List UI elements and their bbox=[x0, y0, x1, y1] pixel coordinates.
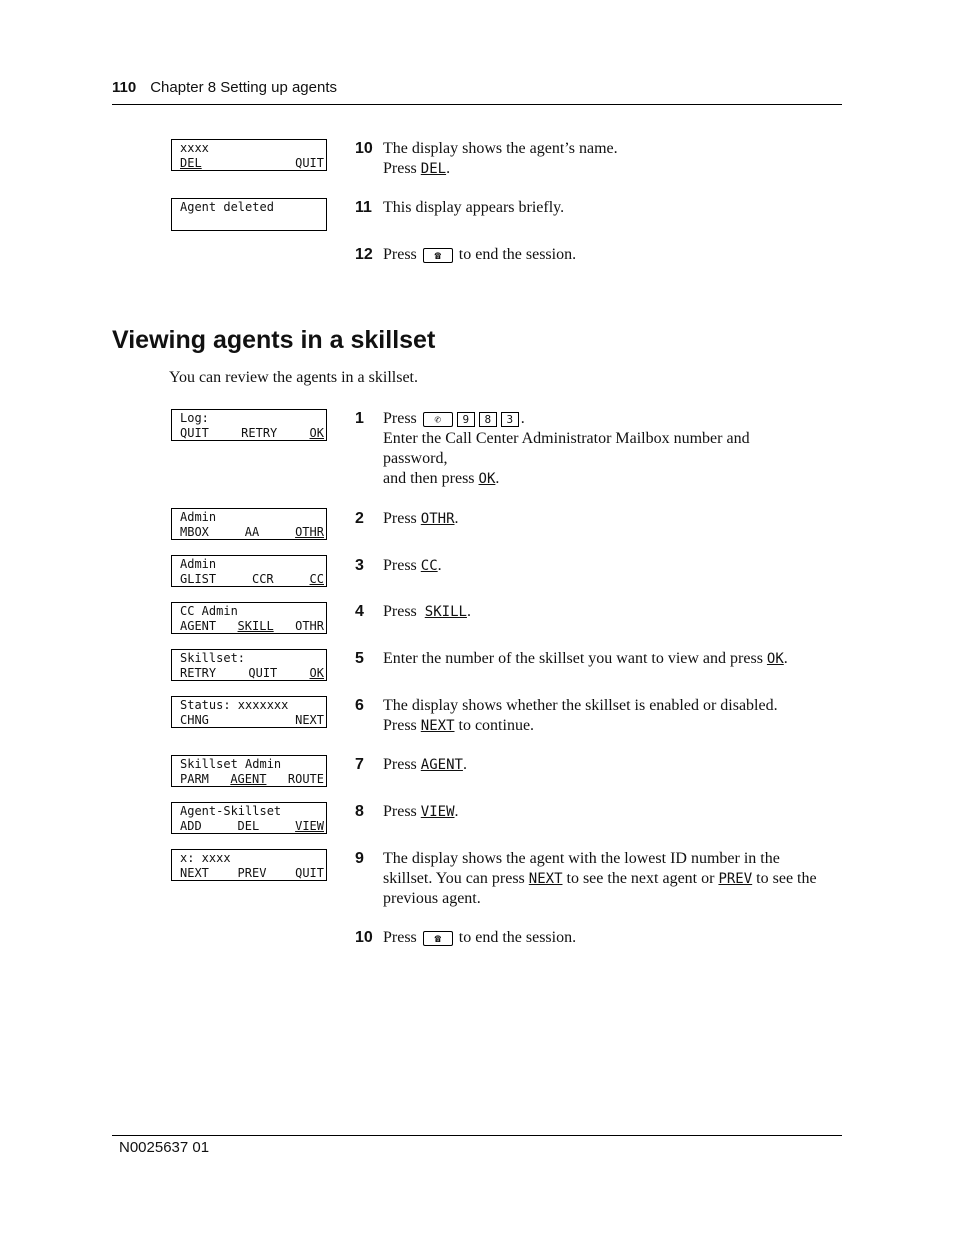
step-text: The display shows the agent’s name. bbox=[383, 140, 618, 157]
lcd-line: Skillset: bbox=[180, 651, 246, 665]
lcd-display-log bbox=[171, 409, 327, 441]
step-number: 3 bbox=[355, 557, 364, 574]
lcd-display-agent-name bbox=[171, 139, 327, 171]
step-3 bbox=[355, 556, 842, 576]
lcd-softkey-del: DEL bbox=[180, 156, 202, 170]
step-6 bbox=[355, 696, 842, 736]
lcd-line: Log: bbox=[180, 411, 209, 425]
step-number: 7 bbox=[355, 756, 364, 773]
step-text: to see the next agent or bbox=[562, 870, 719, 887]
lcd-line: Admin bbox=[180, 557, 217, 571]
lcd-softkey: OK bbox=[309, 666, 324, 680]
lcd-line: xxxx bbox=[180, 141, 209, 155]
step-11-top bbox=[355, 198, 842, 218]
step-text: Press bbox=[383, 603, 425, 620]
step-text: . bbox=[454, 803, 459, 820]
lcd-softkey: QUIT bbox=[180, 426, 209, 440]
feature-key-icon: ✆ bbox=[423, 412, 453, 427]
step-text: Enter the Call Center Administrator Mailbox number and bbox=[383, 430, 750, 447]
step-text: skillset. You can press bbox=[383, 870, 529, 887]
step-text: This display appears briefly. bbox=[383, 199, 565, 216]
step-1 bbox=[355, 409, 842, 489]
step-number: 2 bbox=[355, 510, 364, 527]
step-text: previous agent. bbox=[383, 890, 481, 907]
step-number: 11 bbox=[355, 199, 372, 216]
lcd-display-cc-admin bbox=[171, 602, 327, 634]
step-12-top bbox=[355, 245, 842, 265]
step-number: 5 bbox=[355, 650, 364, 667]
softkey-ref: SKILL bbox=[424, 604, 467, 620]
softkey-ref: PREV bbox=[718, 871, 753, 887]
lcd-softkey: PARM bbox=[180, 772, 209, 786]
step-text: . bbox=[466, 603, 471, 620]
step-8 bbox=[355, 802, 842, 822]
lcd-softkey: DEL bbox=[237, 819, 260, 833]
step-text: Press bbox=[383, 756, 421, 773]
lcd-display-agent-skillset bbox=[171, 802, 327, 834]
step-text: Press bbox=[383, 160, 421, 177]
softkey-ref: DEL bbox=[420, 161, 447, 177]
step-number: 10 bbox=[355, 929, 373, 946]
step-text: Press bbox=[383, 929, 421, 946]
lcd-line: CC Admin bbox=[180, 604, 238, 618]
lcd-softkey: QUIT bbox=[295, 866, 324, 880]
phone-release-icon: ☎ bbox=[423, 931, 453, 946]
lcd-softkey: GLIST bbox=[180, 572, 217, 586]
lcd-softkey: SKILL bbox=[237, 619, 274, 633]
softkey-ref: OTHR bbox=[420, 511, 455, 527]
step-text: Press bbox=[383, 557, 421, 574]
step-number: 10 bbox=[355, 140, 373, 157]
step-text: Enter the number of the skillset you want to view and press bbox=[383, 650, 767, 667]
lcd-display-skillset bbox=[171, 649, 327, 681]
step-text: . bbox=[520, 410, 525, 427]
step-text: The display shows whether the skillset is enabled or disabled. bbox=[383, 697, 778, 714]
step-10-top bbox=[355, 139, 842, 179]
lcd-softkey: MBOX bbox=[180, 525, 209, 539]
lcd-softkey: QUIT bbox=[248, 666, 278, 680]
step-4 bbox=[355, 602, 842, 622]
step-10 bbox=[355, 928, 842, 948]
lcd-line: Admin bbox=[180, 510, 217, 524]
lcd-softkey: OTHR bbox=[295, 525, 324, 539]
dial-key-8: 8 bbox=[479, 412, 497, 427]
dial-key-3: 3 bbox=[501, 412, 519, 427]
lcd-line: x: xxxx bbox=[180, 851, 231, 865]
lcd-softkey: OK bbox=[309, 426, 324, 440]
lcd-softkey: RETRY bbox=[241, 426, 278, 440]
step-number: 1 bbox=[355, 410, 364, 427]
step-text: Press bbox=[383, 410, 421, 427]
page-header bbox=[112, 79, 337, 96]
step-text: to continue. bbox=[454, 717, 535, 734]
step-text: . bbox=[495, 470, 500, 487]
lcd-softkey: AA bbox=[244, 525, 260, 539]
lcd-line: Agent deleted bbox=[180, 200, 274, 214]
step-text: password, bbox=[383, 450, 448, 467]
step-number: 9 bbox=[355, 850, 364, 867]
softkey-ref: CC bbox=[420, 558, 438, 574]
section-intro: You can review the agents in a skillset. bbox=[169, 369, 418, 386]
lcd-line: Skillset Admin bbox=[180, 757, 282, 771]
lcd-softkey: AGENT bbox=[230, 772, 267, 786]
lcd-softkey: NEXT bbox=[180, 866, 209, 880]
softkey-ref: AGENT bbox=[420, 757, 463, 773]
doc-number: N0025637 01 bbox=[119, 1139, 210, 1156]
step-text: Press bbox=[383, 246, 421, 263]
page-number: 110 bbox=[112, 79, 137, 96]
step-text: Press bbox=[383, 717, 421, 734]
step-text: . bbox=[454, 510, 459, 527]
step-number: 6 bbox=[355, 697, 364, 714]
lcd-softkey-quit: QUIT bbox=[295, 156, 324, 170]
chapter-title: Chapter 8 Setting up agents bbox=[150, 79, 337, 96]
lcd-softkey: VIEW bbox=[295, 819, 324, 833]
lcd-softkey: OTHR bbox=[295, 619, 324, 633]
step-text: and then press bbox=[383, 470, 479, 487]
step-text: . bbox=[446, 160, 451, 177]
softkey-ref: VIEW bbox=[420, 804, 455, 820]
step-2 bbox=[355, 509, 842, 529]
step-number: 8 bbox=[355, 803, 364, 820]
lcd-display-agent-deleted bbox=[171, 198, 327, 231]
step-text: to end the session. bbox=[454, 246, 577, 263]
lcd-display-status bbox=[171, 696, 327, 728]
softkey-ref: NEXT bbox=[528, 871, 563, 887]
lcd-softkey: ADD bbox=[180, 819, 202, 833]
softkey-ref: NEXT bbox=[420, 718, 455, 734]
lcd-softkey: CC bbox=[309, 572, 324, 586]
step-7 bbox=[355, 755, 842, 775]
step-text: . bbox=[462, 756, 467, 773]
lcd-softkey: AGENT bbox=[180, 619, 217, 633]
lcd-line: Agent-Skillset bbox=[180, 804, 282, 818]
dial-key-9: 9 bbox=[457, 412, 475, 427]
lcd-display-agent-view bbox=[171, 849, 327, 881]
lcd-softkey: PREV bbox=[237, 866, 267, 880]
softkey-ref: OK bbox=[478, 471, 496, 487]
step-text: . bbox=[783, 650, 788, 667]
softkey-ref: OK bbox=[766, 651, 784, 667]
lcd-display-admin-2 bbox=[171, 555, 327, 587]
step-number: 4 bbox=[355, 603, 364, 620]
step-number: 12 bbox=[355, 246, 373, 263]
lcd-display-skillset-admin bbox=[171, 755, 327, 787]
step-text: Press bbox=[383, 803, 421, 820]
step-5 bbox=[355, 649, 842, 669]
section-title: Viewing agents in a skillset bbox=[112, 326, 436, 354]
step-text: Press bbox=[383, 510, 421, 527]
step-text: . bbox=[437, 557, 442, 574]
lcd-display-admin-1 bbox=[171, 508, 327, 540]
phone-release-icon: ☎ bbox=[423, 248, 453, 263]
step-9 bbox=[355, 849, 842, 909]
footer-rule bbox=[112, 1135, 842, 1136]
header-rule bbox=[112, 104, 842, 105]
lcd-softkey: CCR bbox=[251, 572, 274, 586]
step-text: to end the session. bbox=[454, 929, 577, 946]
lcd-softkey: ROUTE bbox=[287, 772, 324, 786]
lcd-line: Status: xxxxxxx bbox=[180, 698, 289, 712]
lcd-softkey: NEXT bbox=[295, 713, 324, 727]
step-text: The display shows the agent with the lowest ID number in the bbox=[383, 850, 780, 867]
lcd-softkey: CHNG bbox=[180, 713, 209, 727]
step-text: to see the bbox=[752, 870, 817, 887]
lcd-softkey: RETRY bbox=[180, 666, 217, 680]
